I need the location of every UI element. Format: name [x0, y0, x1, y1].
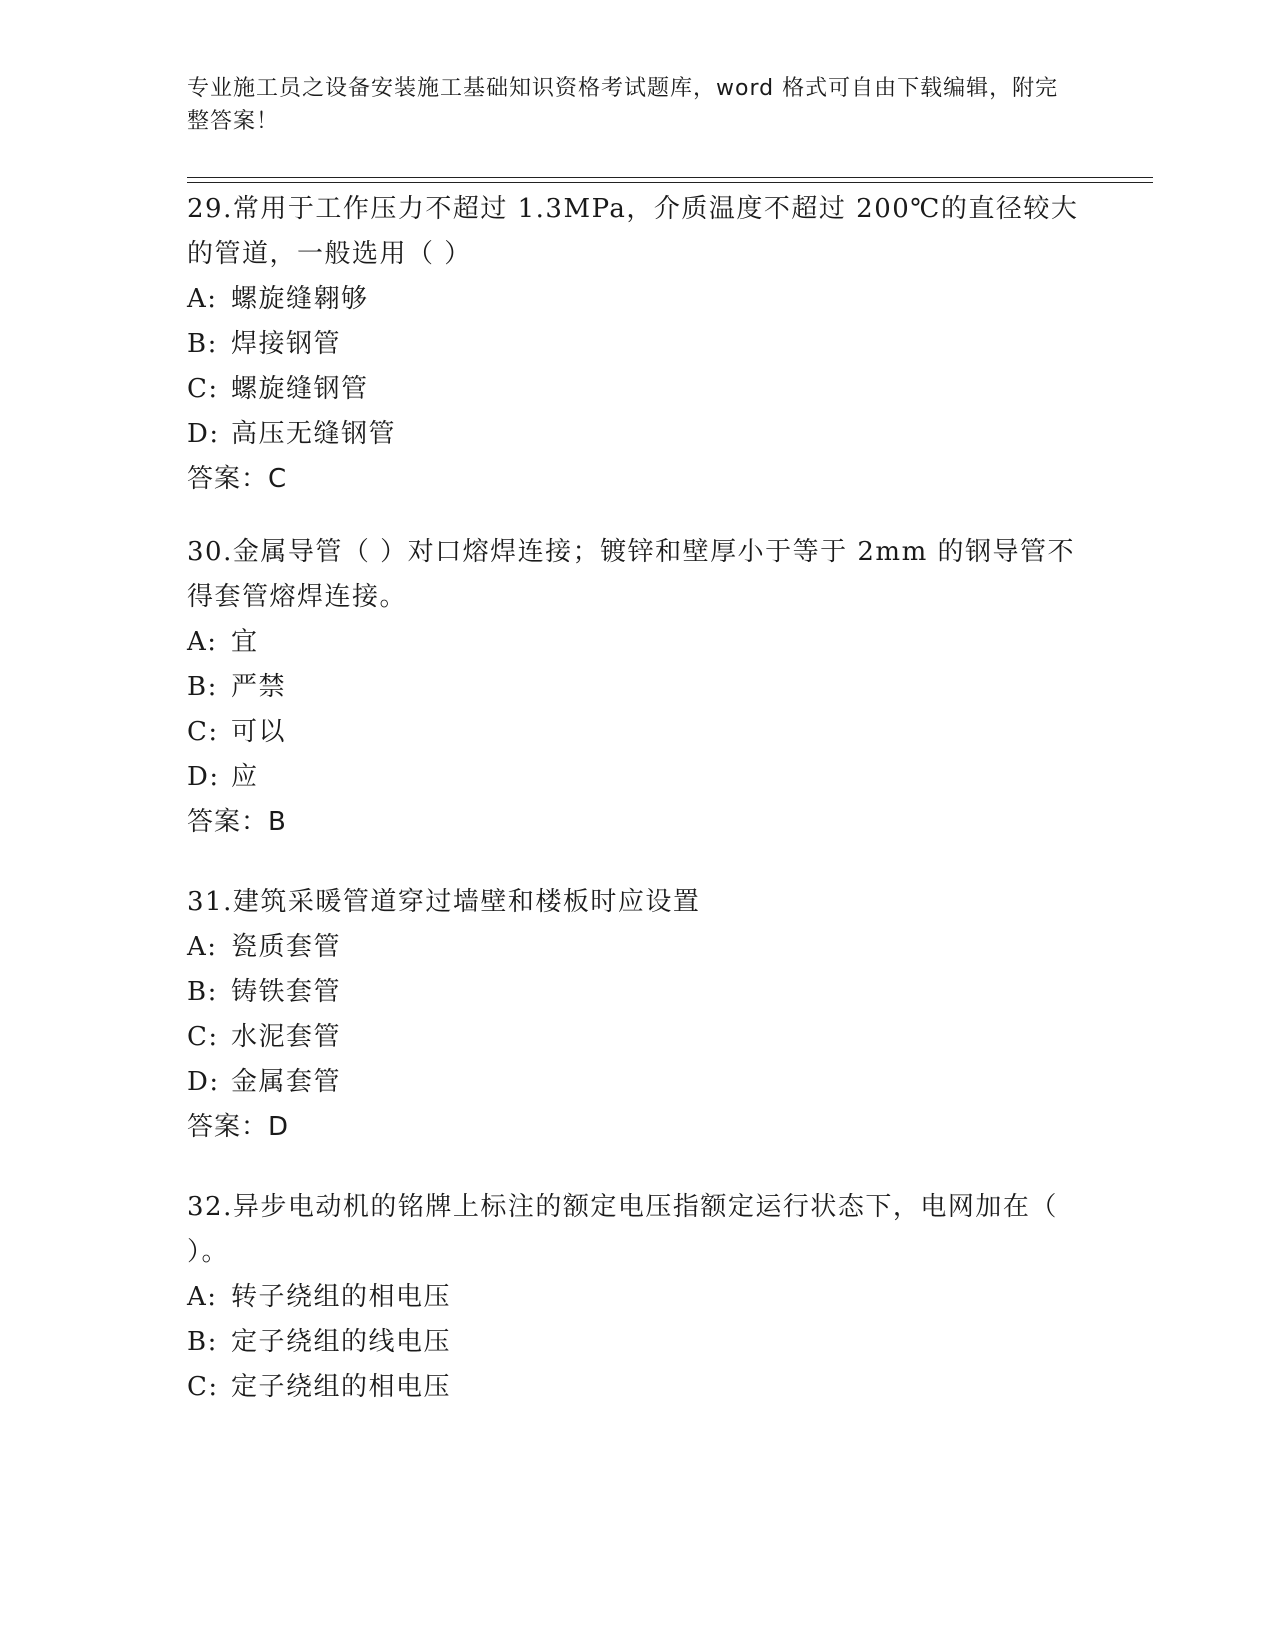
- option-a: [187, 925, 1087, 970]
- question-stem: 29.常用于工作压力不超过 1.3MPa，介质温度不超过 200℃的直径较大的管道，一般选用（ ）: [187, 194, 1079, 269]
- option-text: 高压无缝钢管: [231, 419, 397, 449]
- option-text: 瓷质套管: [231, 932, 342, 962]
- option-text: 定子绕组的线电压: [231, 1327, 452, 1357]
- option-b: [187, 1320, 1087, 1365]
- option-a: [187, 1275, 1087, 1320]
- question-stem: 32.异步电动机的铭牌上标注的额定电压指额定运行状态下，电网加在（ ）。: [187, 1192, 1058, 1267]
- option-text: 焊接钢管: [231, 329, 342, 359]
- option-a: [187, 620, 1087, 665]
- option-letter: B:: [187, 1327, 218, 1357]
- question-29: [187, 187, 1087, 502]
- answer-line: 答案：C: [187, 464, 288, 494]
- option-letter: C:: [187, 1372, 219, 1402]
- option-text: 定子绕组的相电压: [231, 1372, 452, 1402]
- option-letter: B:: [187, 977, 218, 1007]
- option-text: 螺旋缝翱够: [231, 284, 369, 314]
- question-30: [187, 530, 1087, 845]
- option-letter: C:: [187, 1022, 219, 1052]
- header-divider-top: [187, 177, 1153, 178]
- option-text: 应: [231, 762, 259, 792]
- option-b: [187, 970, 1087, 1015]
- question-stem: 31.建筑采暖管道穿过墙壁和楼板时应设置: [187, 887, 701, 917]
- option-letter: A:: [187, 1282, 218, 1312]
- option-b: [187, 322, 1087, 367]
- option-letter: A:: [187, 627, 218, 657]
- option-text: 金属套管: [231, 1067, 342, 1097]
- option-text: 宜: [231, 627, 259, 657]
- question-32: [187, 1185, 1087, 1410]
- option-c: [187, 1365, 1087, 1410]
- option-letter: D:: [187, 1067, 220, 1097]
- option-c: [187, 1015, 1087, 1060]
- option-c: [187, 367, 1087, 412]
- option-d: [187, 755, 1087, 800]
- option-text: 严禁: [231, 672, 287, 702]
- option-a: [187, 277, 1087, 322]
- option-letter: A:: [187, 284, 218, 314]
- question-31: [187, 880, 1087, 1150]
- question-stem: 30.金属导管（ ）对口熔焊连接；镀锌和壁厚小于等于 2mm 的钢导管不得套管熔焊连接。: [187, 537, 1075, 612]
- option-d: [187, 1060, 1087, 1105]
- option-text: 转子绕组的相电压: [231, 1282, 452, 1312]
- option-c: [187, 710, 1087, 755]
- answer-line: 答案：B: [187, 807, 287, 837]
- option-text: 可以: [231, 717, 287, 747]
- option-text: 铸铁套管: [231, 977, 342, 1007]
- option-text: 螺旋缝钢管: [231, 374, 369, 404]
- option-letter: D:: [187, 762, 220, 792]
- option-letter: A:: [187, 932, 218, 962]
- option-letter: B:: [187, 329, 218, 359]
- option-text: 水泥套管: [231, 1022, 342, 1052]
- option-letter: C:: [187, 717, 219, 747]
- option-d: [187, 412, 1087, 457]
- option-letter: B:: [187, 672, 218, 702]
- option-b: [187, 665, 1087, 710]
- option-letter: D:: [187, 419, 220, 449]
- document-header: 专业施工员之设备安装施工基础知识资格考试题库，word 格式可自由下载编辑，附完整答案！: [187, 76, 1059, 134]
- header-divider-bottom: [187, 182, 1153, 183]
- answer-line: 答案：D: [187, 1112, 290, 1142]
- option-letter: C:: [187, 374, 219, 404]
